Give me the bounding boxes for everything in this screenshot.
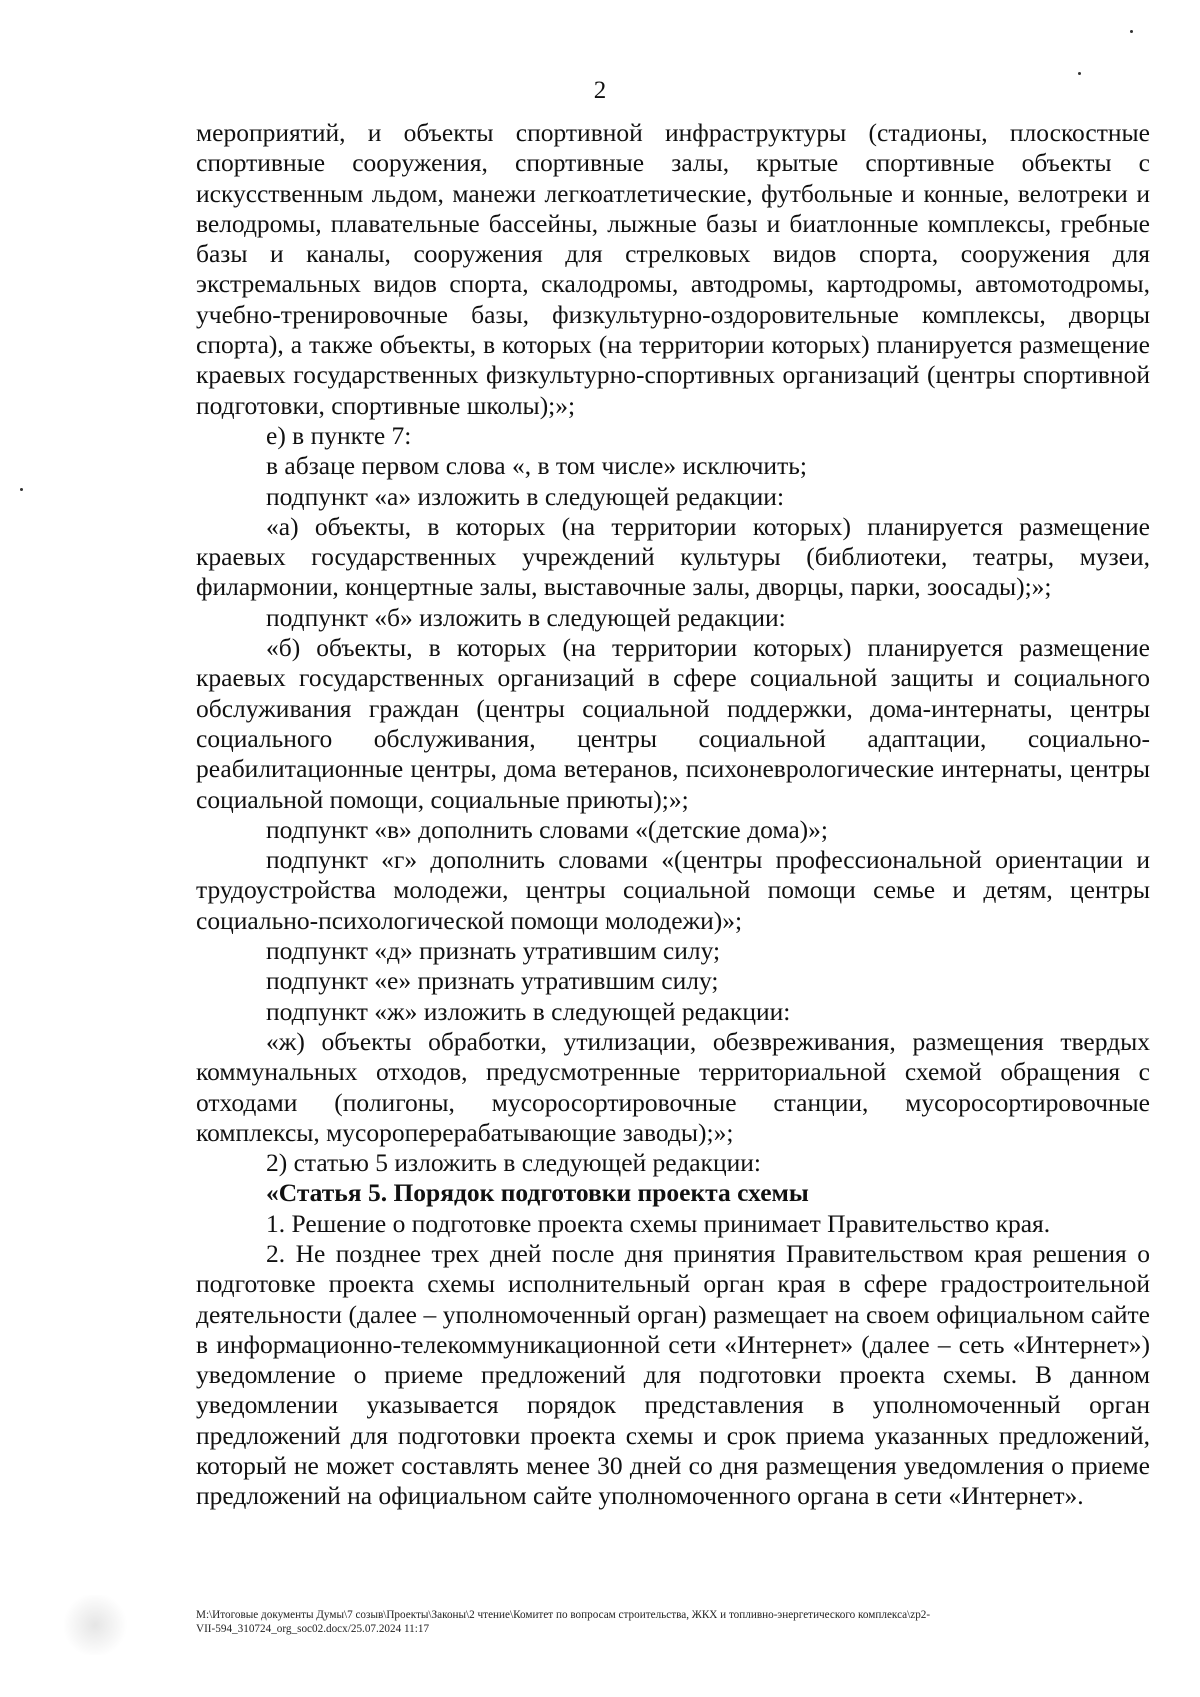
scan-speck (20, 488, 23, 491)
scan-speck (1078, 72, 1081, 75)
file-path-footer (196, 1608, 1156, 1636)
paragraph: «ж) объекты обработки, утилизации, обезвреживания, размещения твердых коммунальных отходов, предусмотренные территориальной схемой обращения с отходами (полигоны, мусоросортировочные станции, мусоросортировочные комплексы, мусороперерабатывающие заводы);»; (196, 1026, 1150, 1147)
paragraph: е) в пункте 7: (266, 420, 412, 450)
paragraph: подпункт «д» признать утратившим силу; (266, 936, 721, 966)
paragraph: 2. Не позднее трех дней после дня принятия Правительством края решения о подготовке проекта схемы исполнительный орган края в сфере градостроительной деятельности (далее – уполномоченный орган) размещает на своем официальном сайте в информационно-телекоммуникационной сети «Интернет» (далее – сеть «Интернет») уведомление о приеме предложений для подготовки проекта схемы. В данном уведомлении указывается порядок представления в уполномоченный орган предложений для подготовки проекта схемы и срок приема указанных предложений, который не может составлять менее 30 дней со дня размещения уведомления о приеме предложений на официальном сайте уполномоченного органа в сети «Интернет». (196, 1238, 1150, 1511)
paragraph: подпункт «е» признать утратившим силу; (266, 966, 719, 996)
footer-line: VII-594_310724_org_soc02.docx/25.07.2024 11:17 (196, 1623, 430, 1635)
paragraph: в абзаце первом слова «, в том числе» исключить; (266, 451, 807, 481)
paragraph: подпункт «г» дополнить словами «(центры профессиональной ориентации и трудоустройства молодежи, центры социальной помощи семье и детям, центры социально-психологической помощи молодежи)»; (196, 845, 1150, 935)
paragraph: подпункт «в» дополнить словами «(детские дома)»; (266, 814, 828, 844)
footer-line: M:\Итоговые документы Думы\7 созыв\Проекты\Законы\2 чтение\Комитет по вопросам строительства, ЖКХ и топливно-энергетического комплекса\zp2- (196, 1609, 931, 1621)
paragraph: подпункт «б» изложить в следующей редакции: (266, 602, 786, 632)
paragraph: подпункт «а» изложить в следующей редакции: (266, 481, 785, 511)
scan-smudge (60, 1595, 130, 1655)
scan-speck (1130, 30, 1133, 33)
paragraph: 1. Решение о подготовке проекта схемы принимает Правительство края. (266, 1208, 1051, 1238)
document-body (196, 118, 1150, 1512)
page-number: 2 (593, 77, 607, 104)
paragraph: мероприятий, и объекты спортивной инфраструктуры (стадионы, плоскостные спортивные сооружения, спортивные залы, крытые спортивные объекты с искусственным льдом, манежи легкоатлетические, футбольные и конные, велотреки и велодромы, плавательные бассейны, лыжные базы и биатлонные комплексы, гребные базы и каналы, сооружения для стрелковых видов спорта, сооружения для экстремальных видов спорта, скалодромы, автодромы, картодромы, автомотодромы, учебно-тренировочные базы, физкультурно-оздоровительные комплексы, дворцы спорта), а также объекты, в которых (на территории которых) планируется размещение краевых государственных физкультурно-спортивных организаций (центры спортивной подготовки, спортивные школы);»; (196, 118, 1150, 420)
article-heading: «Статья 5. Порядок подготовки проекта схемы (266, 1178, 809, 1208)
paragraph: «б) объекты, в которых (на территории которых) планируется размещение краевых государственных организаций в сфере социальной защиты и социального обслуживания граждан (центры социальной поддержки, дома-интернаты, центры социального обслуживания, центры социальной адаптации, социально-реабилитационные центры, дома ветеранов, психоневрологические интернаты, центры социальной помощи, социальные приюты);»; (196, 633, 1150, 814)
paragraph: «а) объекты, в которых (на территории которых) планируется размещение краевых государственных учреждений культуры (библиотеки, театры, музеи, филармонии, концертные залы, выставочные залы, дворцы, парки, зоосады);»; (196, 511, 1150, 602)
paragraph: 2) статью 5 изложить в следующей редакции: (266, 1148, 761, 1178)
paragraph: подпункт «ж» изложить в следующей редакции: (266, 996, 791, 1026)
